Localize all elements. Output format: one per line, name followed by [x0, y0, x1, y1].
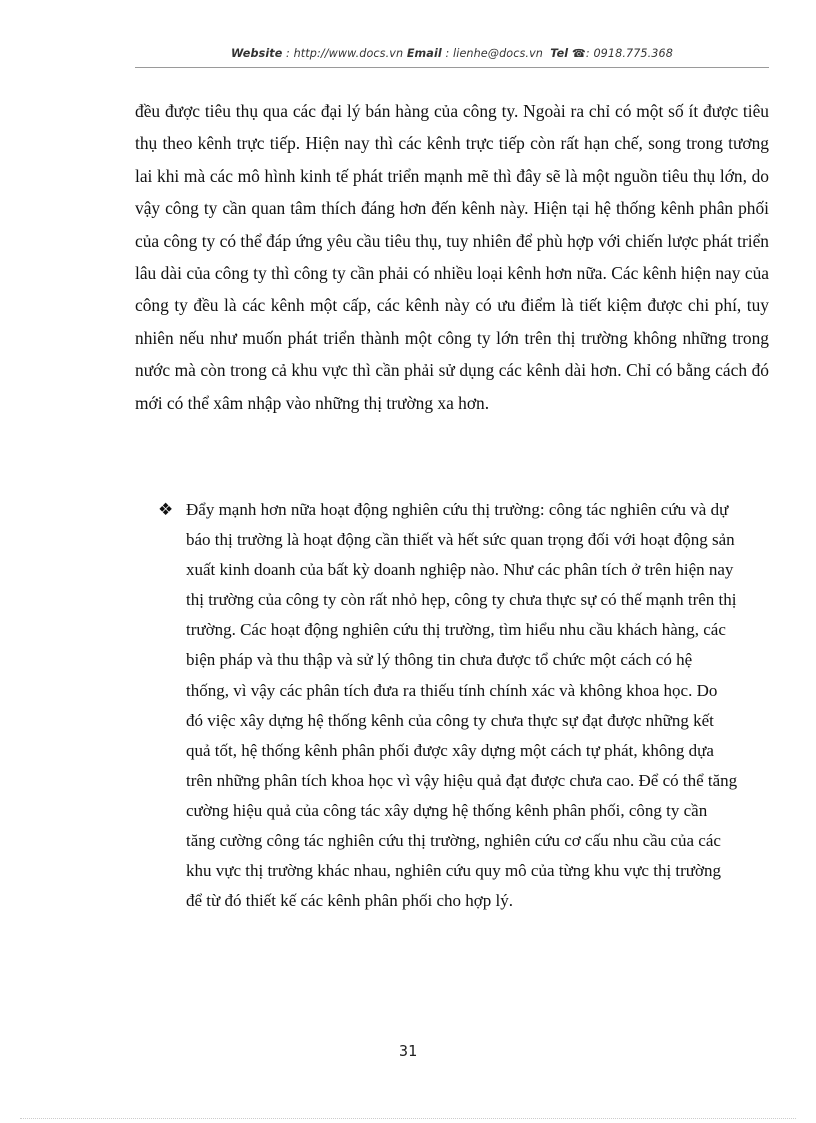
email-label: Email — [406, 47, 442, 60]
phone-icon: ☎ — [571, 47, 586, 60]
website-label: Website — [231, 47, 283, 60]
diamond-bullet-icon: ❖ — [158, 500, 174, 520]
tel-separator: : — [585, 47, 594, 60]
header-divider — [135, 67, 769, 68]
footer-divider — [20, 1118, 796, 1119]
email-separator: : — [441, 47, 454, 60]
email-value: lienhe@docs.vn — [453, 47, 543, 60]
tel-value: 0918.775.368 — [593, 47, 673, 60]
website-url: http://www.docs.vn — [293, 47, 404, 60]
bullet-item — [158, 495, 738, 916]
body-paragraph: đều được tiêu thụ qua các đại lý bán hàng của công ty. Ngoài ra chỉ có một số ít được tiêu thụ theo kênh trực tiếp. Hiện nay thì các kênh trực tiếp còn rất hạn chế, song trong tương lai khi mà các mô hình kinh tế phát triển mạnh mẽ thì đây sẽ là một nguồn tiêu thụ lớn, do vậy công ty cần quan tâm thích đáng hơn đến kênh này. Hiện tại hệ thống kênh phân phối của công ty có thể đáp ứng yêu cầu tiêu thụ, tuy nhiên để phù hợp với chiến lược phát triển lâu dài của công ty thì công ty cần phải có nhiều loại kênh hơn nữa. Các kênh hiện nay của công ty đều là các kênh một cấp, các kênh này có ưu điểm là tiết kiệm được chi phí, tuy nhiên nếu như muốn phát triển thành một công ty lớn trên thị trường không những trong nước mà còn trong cả khu vực thì cần phải sử dụng các kênh dài hơn. Chỉ có bằng cách đó mới có thể xâm nhập vào những thị trường xa hơn. — [135, 101, 769, 413]
page-number: 31 — [398, 1042, 418, 1060]
page-header — [135, 47, 769, 60]
bullet-text: Đẩy mạnh hơn nữa hoạt động nghiên cứu thị trường: công tác nghiên cứu và dự báo thị trường là hoạt động cần thiết và hết sức quan trọng đối với hoạt động sản xuất kinh doanh của bất kỳ doanh nghiệp nào. Như các phân tích ở trên hiện nay thị trường của công ty còn rất nhỏ hẹp, công ty chưa thực sự có thế mạnh trên thị trường. Các hoạt động nghiên cứu thị trường, tìm hiểu nhu cầu khách hàng, các biện pháp và thu thập và sử lý thông tin chưa được tổ chức một cách có hệ thống, vì vậy các phân tích đưa ra thiếu tính chính xác và không khoa học. Do đó việc xây dựng hệ thống kênh của công ty chưa thực sự đạt được những kết quả tốt, hệ thống kênh phân phối được xây dựng một cách tự phát, không dựa trên những phân tích khoa học vì vậy hiệu quả đạt được chưa cao. Để có thể tăng cường hiệu quả của công tác xây dựng hệ thống kênh phân phối, công ty cần tăng cường công tác nghiên cứu thị trường, nghiên cứu cơ cấu nhu cầu của các khu vực thị trường khác nhau, nghiên cứu quy mô của từng khu vực thị trường để từ đó thiết kế các kênh phân phối cho hợp lý. — [186, 500, 738, 911]
website-separator: : — [282, 47, 294, 60]
tel-label: Tel — [550, 47, 569, 60]
